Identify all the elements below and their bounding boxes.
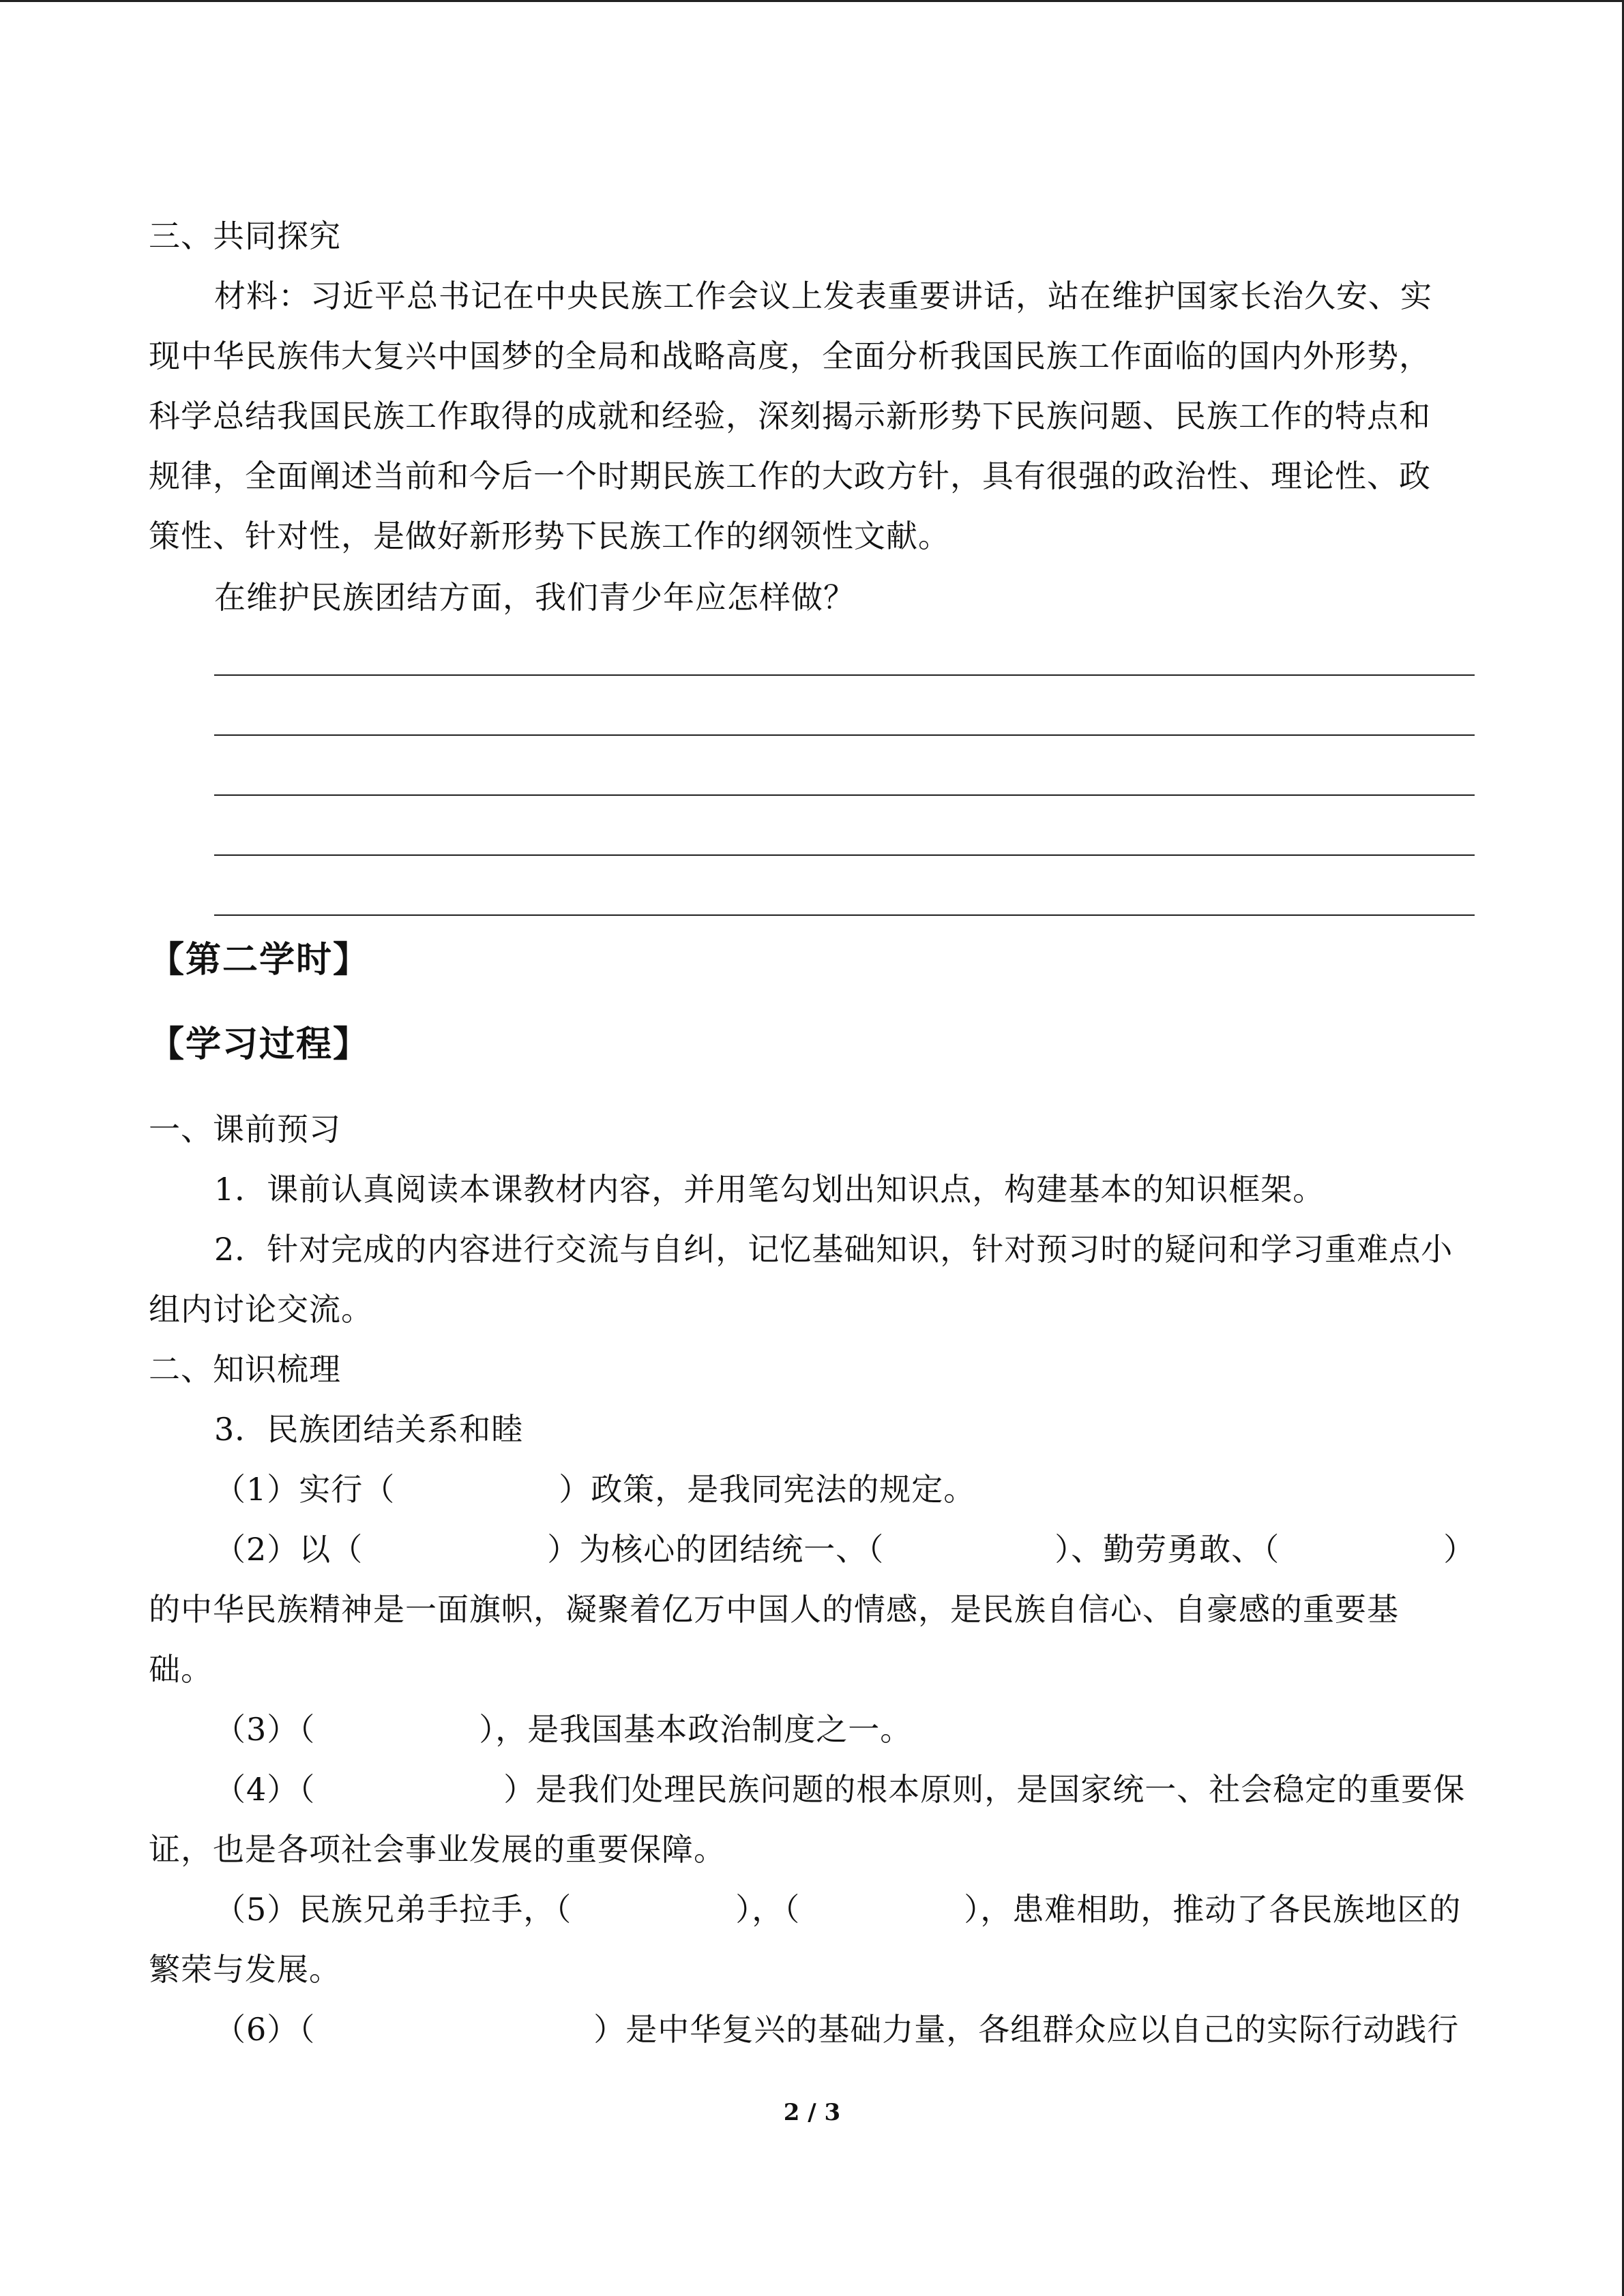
preview-item-2: 2．针对完成的内容进行交流与自纠，记忆基础知识，针对预习时的疑问和学习重难点小 (214, 1231, 1453, 1268)
fill-item-1-text-a: （1）实行（ (214, 1471, 396, 1508)
question-text: 在维护民族团结方面，我们青少年应怎样做？ (214, 579, 855, 616)
fill-item-5-text-b: ），（ (735, 1891, 801, 1928)
material-line-5: 策性、针对性，是做好新形势下民族工作的纲领性文献。 (149, 518, 950, 554)
fill-item-2-text-b: ）为核心的团结统一、（ (547, 1531, 885, 1568)
fill-item-1 (214, 1469, 975, 1510)
fill-item-5-line-2: 繁荣与发展。 (149, 1951, 341, 1988)
fill-item-3-text-a: （3）（ (214, 1711, 316, 1748)
material-line-4: 规律，全面阐述当前和今后一个时期民族工作的大政方针，具有很强的政治性、理论性、政 (149, 458, 1431, 494)
fill-item-4 (214, 1769, 1465, 1810)
fill-item-2-line-2: 的中华民族精神是一面旗帜，凝聚着亿万中国人的情感，是民族自信心、自豪感的重要基 (149, 1591, 1399, 1628)
fill-item-2-text-c: ）、勤劳勇敢、（ (1054, 1531, 1280, 1568)
fill-item-4-text-b: ）是我们处理民族问题的根本原则，是国家统一、社会稳定的重要保 (503, 1771, 1466, 1808)
knowledge-heading: 二、知识梳理 (149, 1351, 341, 1388)
preview-item-2-cont: 组内讨论交流。 (149, 1291, 373, 1328)
fill-item-2-line-3: 础。 (149, 1651, 213, 1688)
preview-heading: 一、课前预习 (149, 1111, 341, 1148)
answer-line[interactable] (214, 794, 1475, 796)
material-line-3: 科学总结我国民族工作取得的成就和经验，深刻揭示新形势下民族问题、民族工作的特点和 (149, 398, 1431, 434)
fill-item-2-text-d: ） (1443, 1531, 1476, 1568)
answer-line[interactable] (214, 854, 1475, 856)
fill-item-6-text-b: ）是中华复兴的基础力量，各组群众应以自己的实际行动践行 (593, 2011, 1460, 2048)
fill-item-4-text-a: （4）（ (214, 1771, 316, 1808)
fill-item-6 (214, 2009, 1459, 2050)
learning-process-heading: 【学习过程】 (149, 1024, 370, 1065)
fill-item-4-line-2: 证，也是各项社会事业发展的重要保障。 (149, 1831, 726, 1868)
fill-item-6-text-a: （6）（ (214, 2011, 316, 2048)
answer-line[interactable] (214, 734, 1475, 736)
fill-item-3-text-b: ），是我国基本政治制度之一。 (479, 1711, 913, 1748)
fill-item-5-text-a: （5）民族兄弟手拉手，（ (214, 1891, 572, 1928)
fill-item-3 (214, 1709, 912, 1750)
answer-line[interactable] (214, 914, 1475, 916)
section-heading-explore: 三、共同探究 (149, 218, 341, 254)
fill-item-1-text-b: ）政策，是我同宪法的规定。 (559, 1471, 976, 1508)
material-line-1: 材料：习近平总书记在中央民族工作会议上发表重要讲话，站在维护国家长治久安、实 (214, 278, 1432, 314)
fill-item-2-text-a: （2）以（ (214, 1531, 364, 1568)
material-line-2: 现中华民族伟大复兴中国梦的全局和战略高度，全面分析我国民族工作面临的国内外形势， (149, 338, 1431, 374)
preview-item-1: 1．课前认真阅读本课教材内容，并用笔勾划出知识点，构建基本的知识框架。 (214, 1171, 1325, 1208)
knowledge-item-3: 3．民族团结关系和睦 (214, 1411, 524, 1448)
fill-item-2 (214, 1529, 1475, 1570)
second-period-heading: 【第二学时】 (149, 940, 370, 981)
answer-line[interactable] (214, 674, 1475, 676)
page-number: 2 / 3 (783, 2099, 841, 2126)
fill-item-5 (214, 1889, 1461, 1930)
top-border (0, 0, 1624, 2)
fill-item-5-text-c: ），患难相助，推动了各民族地区的 (964, 1891, 1462, 1928)
